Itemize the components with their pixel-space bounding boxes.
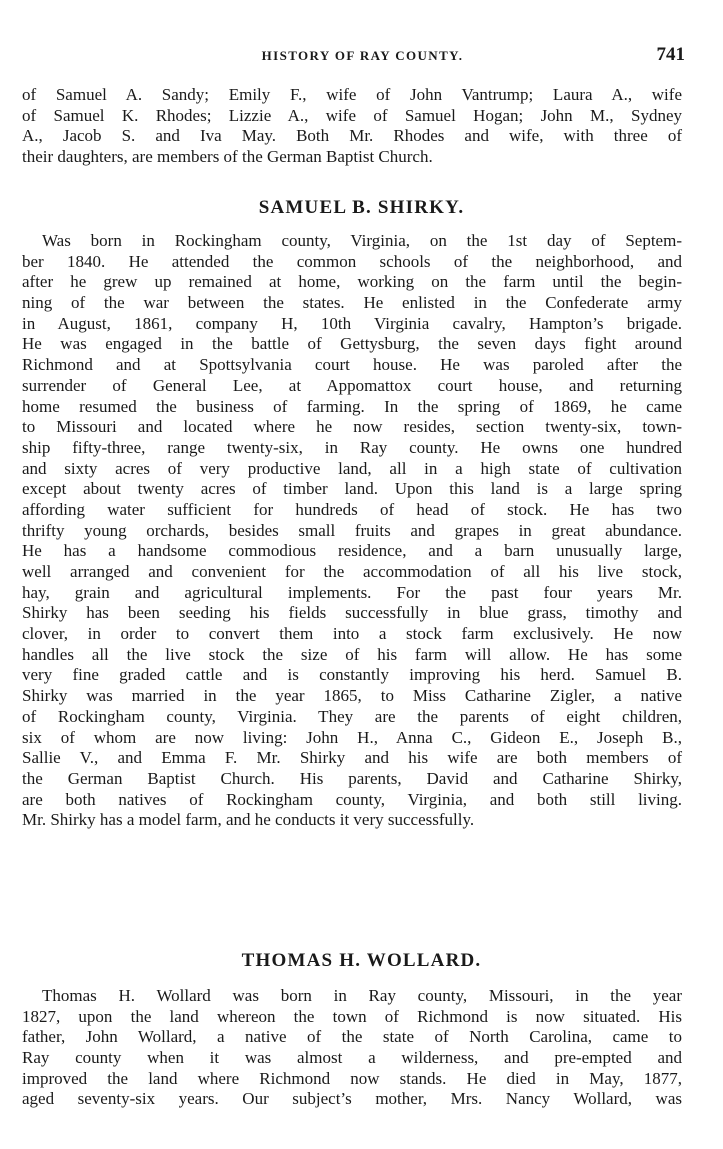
text-line: He was engaged in the battle of Gettysburg, the seven days fight around <box>22 334 682 354</box>
text-line: father, John Wollard, a native of the state of North Carolina, came to <box>22 1027 682 1047</box>
text-line: well arranged and convenient for the accommodation of all his live stock, <box>22 562 682 581</box>
text-line: are both natives of Rockingham county, Virginia, and both still living. <box>22 789 682 809</box>
text-line: hay, grain and agricultural implements. For the past four years Mr. <box>22 582 682 602</box>
biography-wollard <box>22 986 682 1110</box>
text-line: aged seventy-six years. Our subject’s mother, Mrs. Nancy Wollard, was <box>22 1089 682 1109</box>
running-header <box>20 40 685 70</box>
text-line: after he grew up remained at home, working on the farm until the begin- <box>22 272 682 292</box>
text-line: A., Jacob S. and Iva May. Both Mr. Rhodes and wife, with three of <box>22 126 682 146</box>
text-line: affording water sufficient for hundreds of head of stock. He has two <box>22 499 682 519</box>
section-heading-wollard: THOMAS H. WOLLARD. <box>241 950 482 971</box>
text-line: in August, 1861, company H, 10th Virginia cavalry, Hampton’s brigade. <box>22 313 682 333</box>
running-title: HISTORY OF RAY COUNTY. <box>261 48 464 63</box>
text-line: ber 1840. He attended the common schools of the neighborhood, and <box>22 251 682 271</box>
text-line: of Samuel A. Sandy; Emily F., wife of John Vantrump; Laura A., wife <box>22 85 682 104</box>
text-line: Was born in Rockingham county, Virginia, on the 1st day of Septem- <box>42 231 682 250</box>
text-line: surrender of General Lee, at Appomattox court house, and returning <box>22 375 682 395</box>
page-number: 741 <box>656 44 685 65</box>
text-line: thrifty young orchards, besides small fruits and grapes in great abundance. <box>22 520 682 540</box>
text-line: Shirky has been seeding his fields successfully in blue grass, timothy and <box>22 603 682 623</box>
text-line: the German Baptist Church. His parents, David and Catharine Shirky, <box>22 768 682 788</box>
biography-shirky <box>22 231 682 831</box>
text-line: ning of the war between the states. He enlisted in the Confederate army <box>22 293 682 313</box>
text-line: clover, in order to convert them into a stock farm exclusively. He now <box>22 624 682 644</box>
text-line: Mr. Shirky has a model farm, and he conducts it very successfully. <box>22 810 475 830</box>
text-line: and sixty acres of very productive land, all in a high state of cultivation <box>22 458 682 478</box>
text-line: six of whom are now living: John H., Anna C., Gideon E., Joseph B., <box>22 727 682 747</box>
text-line: home resumed the business of farming. In the spring of 1869, he came <box>22 396 682 416</box>
text-line: Thomas H. Wollard was born in Ray county, Missouri, in the year <box>42 986 682 1005</box>
text-line: their daughters, are members of the German Baptist Church. <box>22 147 433 167</box>
text-line: ship fifty-three, range twenty-six, in Ray county. He owns one hundred <box>22 437 682 457</box>
text-line: of Rockingham county, Virginia. They are the parents of eight children, <box>22 706 682 726</box>
text-line: handles all the live stock the size of his farm will allow. He has some <box>22 644 682 664</box>
continuation-paragraph <box>22 85 682 168</box>
text-line: He has a handsome commodious residence, and a barn unusually large, <box>22 541 682 561</box>
text-line: improved the land where Richmond now stands. He died in May, 1877, <box>22 1068 682 1088</box>
section-heading-shirky: SAMUEL B. SHIRKY. <box>258 197 465 218</box>
text-line: very fine graded cattle and is constantly improving his herd. Samuel B. <box>22 665 682 685</box>
text-line: Sallie V., and Emma F. Mr. Shirky and his wife are both members of <box>22 748 682 768</box>
text-line: Shirky was married in the year 1865, to Miss Catharine Zigler, a native <box>22 686 682 706</box>
text-line: Ray county when it was almost a wilderness, and pre-empted and <box>22 1048 682 1068</box>
text-line: 1827, upon the land whereon the town of Richmond is now situated. His <box>22 1006 682 1026</box>
text-line: to Missouri and located where he now resides, section twenty-six, town- <box>22 417 682 437</box>
text-line: Richmond and at Spottsylvania court house. He was paroled after the <box>22 355 682 375</box>
text-line: except about twenty acres of timber land. Upon this land is a large spring <box>22 479 682 499</box>
text-line: of Samuel K. Rhodes; Lizzie A., wife of Samuel Hogan; John M., Sydney <box>22 105 682 125</box>
